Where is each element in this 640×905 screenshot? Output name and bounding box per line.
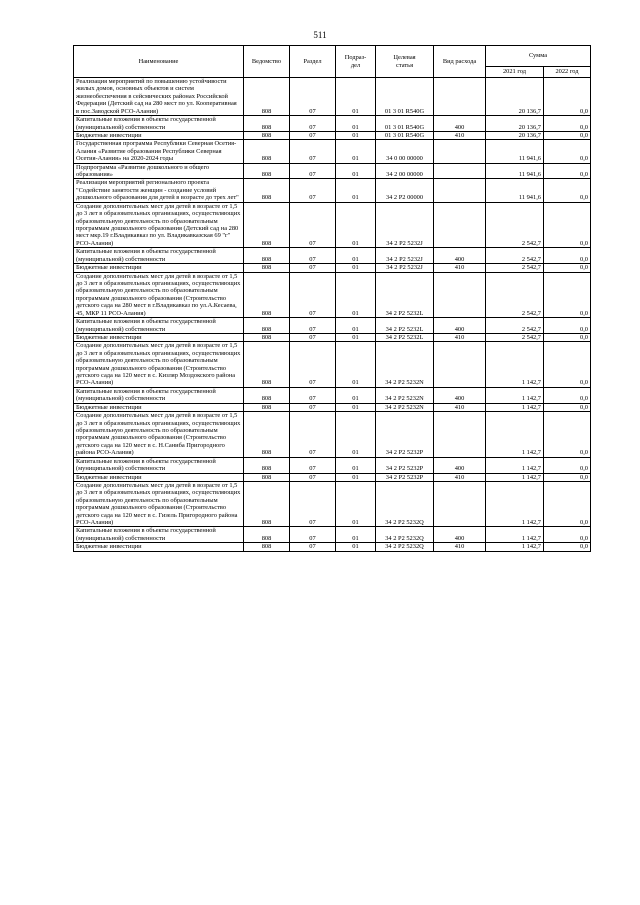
row-sum-2021: 1 142,7 — [486, 543, 544, 551]
row-subsection: 01 — [336, 131, 376, 139]
row-subsection: 01 — [336, 527, 376, 543]
row-target: 34 2 P2 5232L — [376, 333, 434, 341]
row-name: Государственная программа Республики Северная Осетия-Алания «Развитие образования Республики Северная Осетия-Алания» на 2020-2024 годы — [74, 140, 244, 163]
row-section: 07 — [290, 333, 336, 341]
row-sum-2021: 1 142,7 — [486, 481, 544, 527]
table-row — [74, 248, 591, 264]
row-section: 07 — [290, 527, 336, 543]
row-name: Создание дополнительных мест для детей в возрасте от 1,5 до 3 лет в образовательных организациях, осуществляющих образовательную деятельность по образовательным программам дошкольного образования (Детский сад на 280 мест мкр.19 г.Владикавказ по ул. Владикавказская 69 "г" РСО-Алания) — [74, 202, 244, 248]
row-dept: 808 — [244, 543, 290, 551]
row-name: Реализация мероприятий по повышению устойчивости жилых домов, основных объектов и систем жизнеобеспечения в сейсмических районах Российской Федерации (Детский сад на 280 мест по ул. Кооперативная в пос.Заводской РСО-Алания) — [74, 78, 244, 116]
header-expense: Вид расхода — [434, 46, 486, 78]
table-row — [74, 163, 591, 179]
row-sum-2021: 20 136,7 — [486, 78, 544, 116]
row-sum-2022: 0,0 — [544, 131, 591, 139]
row-target: 34 0 00 00000 — [376, 140, 434, 163]
row-sum-2022: 0,0 — [544, 179, 591, 202]
row-expense: 410 — [434, 403, 486, 411]
row-expense — [434, 163, 486, 179]
row-name: Капитальные вложения в объекты государственной (муниципальной) собственности — [74, 387, 244, 403]
row-section: 07 — [290, 272, 336, 318]
row-sum-2021: 2 542,7 — [486, 333, 544, 341]
row-sum-2021: 1 142,7 — [486, 527, 544, 543]
table-body — [74, 78, 591, 552]
row-sum-2021: 1 142,7 — [486, 403, 544, 411]
row-sum-2022: 0,0 — [544, 473, 591, 481]
row-section: 07 — [290, 202, 336, 248]
table-row — [74, 318, 591, 334]
row-sum-2021: 20 136,7 — [486, 131, 544, 139]
row-expense: 410 — [434, 543, 486, 551]
row-dept: 808 — [244, 457, 290, 473]
row-dept: 808 — [244, 318, 290, 334]
row-expense — [434, 342, 486, 388]
row-name: Создание дополнительных мест для детей в возрасте от 1,5 до 3 лет в образовательных организациях, осуществляющих образовательную деятельность по образовательным программам дошкольного образования (Строительство детского сада на 280 мест в г.Владикавказ по ул.А.Кесаева, 45, МКР 11 РСО-Алания) — [74, 272, 244, 318]
header-2021: 2021 год — [486, 67, 544, 78]
row-subsection: 01 — [336, 543, 376, 551]
row-dept: 808 — [244, 78, 290, 116]
budget-table — [73, 45, 591, 552]
row-sum-2021: 1 142,7 — [486, 473, 544, 481]
row-section: 07 — [290, 116, 336, 132]
row-name: Создание дополнительных мест для детей в возрасте от 1,5 до 3 лет в образовательных организациях, осуществляющих образовательную деятельность по образовательным программам дошкольного образования (Строительство детского сада на 120 мест в с. Кизляр Моздокского района РСО-Алания) — [74, 342, 244, 388]
row-name: Бюджетные инвестиции — [74, 131, 244, 139]
header-dept: Ведомство — [244, 46, 290, 78]
row-dept: 808 — [244, 272, 290, 318]
row-expense — [434, 272, 486, 318]
row-section: 07 — [290, 342, 336, 388]
row-target: 34 2 00 00000 — [376, 163, 434, 179]
table-row — [74, 457, 591, 473]
row-sum-2021: 2 542,7 — [486, 248, 544, 264]
row-subsection: 01 — [336, 457, 376, 473]
row-expense: 410 — [434, 264, 486, 272]
row-subsection: 01 — [336, 264, 376, 272]
header-section: Раздел — [290, 46, 336, 78]
row-section: 07 — [290, 179, 336, 202]
row-dept: 808 — [244, 387, 290, 403]
row-subsection: 01 — [336, 318, 376, 334]
row-target: 34 2 P2 5232J — [376, 202, 434, 248]
row-sum-2022: 0,0 — [544, 403, 591, 411]
row-subsection: 01 — [336, 179, 376, 202]
row-sum-2022: 0,0 — [544, 412, 591, 458]
table-row — [74, 481, 591, 527]
table-row — [74, 131, 591, 139]
row-dept: 808 — [244, 248, 290, 264]
header-name: Наименование — [74, 46, 244, 78]
row-sum-2021: 11 941,6 — [486, 163, 544, 179]
row-section: 07 — [290, 387, 336, 403]
row-sum-2022: 0,0 — [544, 481, 591, 527]
row-target: 34 2 P2 5232Q — [376, 543, 434, 551]
header-2022: 2022 год — [544, 67, 591, 78]
row-sum-2021: 1 142,7 — [486, 457, 544, 473]
row-target: 34 2 P2 5232L — [376, 272, 434, 318]
row-expense: 400 — [434, 248, 486, 264]
row-subsection: 01 — [336, 387, 376, 403]
row-target: 34 2 P2 5232P — [376, 473, 434, 481]
row-name: Создание дополнительных мест для детей в возрасте от 1,5 до 3 лет в образовательных организациях, осуществляющих образовательную деятельность по образовательным программам дошкольного образования (Строительство детского сада на 120 мест в с. Гизель Пригородного района РСО-Алания) — [74, 481, 244, 527]
row-sum-2021: 1 142,7 — [486, 387, 544, 403]
row-name: Подпрограмма «Развитие дошкольного и общего образования» — [74, 163, 244, 179]
table-row — [74, 333, 591, 341]
row-sum-2022: 0,0 — [544, 457, 591, 473]
row-sum-2022: 0,0 — [544, 116, 591, 132]
row-subsection: 01 — [336, 248, 376, 264]
row-dept: 808 — [244, 527, 290, 543]
row-sum-2021: 2 542,7 — [486, 272, 544, 318]
row-dept: 808 — [244, 131, 290, 139]
row-subsection: 01 — [336, 333, 376, 341]
table-row — [74, 543, 591, 551]
row-sum-2022: 0,0 — [544, 387, 591, 403]
row-name: Капитальные вложения в объекты государственной (муниципальной) собственности — [74, 457, 244, 473]
row-name: Бюджетные инвестиции — [74, 333, 244, 341]
row-dept: 808 — [244, 481, 290, 527]
row-name: Капитальные вложения в объекты государственной (муниципальной) собственности — [74, 527, 244, 543]
row-subsection: 01 — [336, 140, 376, 163]
row-sum-2022: 0,0 — [544, 163, 591, 179]
row-dept: 808 — [244, 179, 290, 202]
row-sum-2022: 0,0 — [544, 272, 591, 318]
row-name: Капитальные вложения в объекты государственной (муниципальной) собственности — [74, 116, 244, 132]
table-row — [74, 272, 591, 318]
row-sum-2022: 0,0 — [544, 543, 591, 551]
row-target: 01 3 01 R540G — [376, 131, 434, 139]
header-subsection: Подраз- дел — [336, 46, 376, 78]
page-number: 511 — [313, 30, 327, 40]
row-target: 34 2 P2 5232L — [376, 318, 434, 334]
row-name: Капитальные вложения в объекты государственной (муниципальной) собственности — [74, 248, 244, 264]
table-row — [74, 179, 591, 202]
table-row — [74, 78, 591, 116]
row-subsection: 01 — [336, 473, 376, 481]
row-dept: 808 — [244, 412, 290, 458]
row-sum-2022: 0,0 — [544, 140, 591, 163]
table-row — [74, 140, 591, 163]
row-name: Создание дополнительных мест для детей в возрасте от 1,5 до 3 лет в образовательных организациях, осуществляющих образовательную деятельность по образовательным программам дошкольного образования (Строительство детского сада на 120 мест в с. Н.Саниба Пригородного района РСО-Алания) — [74, 412, 244, 458]
row-expense: 410 — [434, 333, 486, 341]
row-sum-2022: 0,0 — [544, 318, 591, 334]
row-dept: 808 — [244, 140, 290, 163]
row-expense — [434, 140, 486, 163]
row-sum-2022: 0,0 — [544, 248, 591, 264]
row-subsection: 01 — [336, 481, 376, 527]
row-section: 07 — [290, 140, 336, 163]
row-name: Бюджетные инвестиции — [74, 264, 244, 272]
row-section: 07 — [290, 543, 336, 551]
row-sum-2022: 0,0 — [544, 78, 591, 116]
row-target: 01 3 01 R540G — [376, 116, 434, 132]
header-sum: Сумма — [486, 46, 591, 67]
table-row — [74, 342, 591, 388]
row-target: 34 2 P2 5232N — [376, 403, 434, 411]
row-dept: 808 — [244, 403, 290, 411]
row-dept: 808 — [244, 202, 290, 248]
row-dept: 808 — [244, 342, 290, 388]
row-sum-2021: 11 941,6 — [486, 179, 544, 202]
row-target: 34 2 P2 5232P — [376, 457, 434, 473]
row-section: 07 — [290, 248, 336, 264]
row-expense: 400 — [434, 527, 486, 543]
row-expense: 400 — [434, 387, 486, 403]
row-target: 34 2 P2 5232Q — [376, 481, 434, 527]
row-section: 07 — [290, 481, 336, 527]
row-expense: 400 — [434, 457, 486, 473]
row-subsection: 01 — [336, 116, 376, 132]
row-sum-2021: 20 136,7 — [486, 116, 544, 132]
row-subsection: 01 — [336, 342, 376, 388]
row-target: 34 2 P2 5232N — [376, 342, 434, 388]
row-section: 07 — [290, 473, 336, 481]
row-dept: 808 — [244, 473, 290, 481]
header-target: Целевая статья — [376, 46, 434, 78]
row-sum-2022: 0,0 — [544, 333, 591, 341]
row-section: 07 — [290, 412, 336, 458]
row-expense: 400 — [434, 116, 486, 132]
row-sum-2021: 11 941,6 — [486, 140, 544, 163]
row-expense — [434, 481, 486, 527]
table-row — [74, 202, 591, 248]
row-dept: 808 — [244, 163, 290, 179]
row-sum-2021: 2 542,7 — [486, 264, 544, 272]
row-section: 07 — [290, 403, 336, 411]
row-target: 34 2 P2 5232Q — [376, 527, 434, 543]
row-section: 07 — [290, 78, 336, 116]
row-name: Бюджетные инвестиции — [74, 543, 244, 551]
table-row — [74, 527, 591, 543]
row-sum-2022: 0,0 — [544, 264, 591, 272]
row-sum-2022: 0,0 — [544, 202, 591, 248]
table-row — [74, 403, 591, 411]
row-sum-2022: 0,0 — [544, 527, 591, 543]
row-dept: 808 — [244, 264, 290, 272]
row-subsection: 01 — [336, 272, 376, 318]
row-name: Реализация мероприятий регионального проекта "Содействие занятости женщин - создание условий дошкольного образования для детей в возрасте до трех лет" — [74, 179, 244, 202]
row-target: 01 3 01 R540G — [376, 78, 434, 116]
row-section: 07 — [290, 457, 336, 473]
row-subsection: 01 — [336, 412, 376, 458]
row-target: 34 2 P2 5232N — [376, 387, 434, 403]
row-sum-2021: 1 142,7 — [486, 342, 544, 388]
row-name: Бюджетные инвестиции — [74, 403, 244, 411]
row-subsection: 01 — [336, 78, 376, 116]
row-name: Капитальные вложения в объекты государственной (муниципальной) собственности — [74, 318, 244, 334]
row-expense: 400 — [434, 318, 486, 334]
row-target: 34 2 P2 5232J — [376, 248, 434, 264]
row-section: 07 — [290, 131, 336, 139]
table-row — [74, 473, 591, 481]
row-expense: 410 — [434, 131, 486, 139]
row-section: 07 — [290, 318, 336, 334]
row-sum-2022: 0,0 — [544, 342, 591, 388]
row-section: 07 — [290, 163, 336, 179]
row-expense — [434, 202, 486, 248]
row-dept: 808 — [244, 333, 290, 341]
row-name: Бюджетные инвестиции — [74, 473, 244, 481]
row-section: 07 — [290, 264, 336, 272]
row-subsection: 01 — [336, 403, 376, 411]
row-target: 34 2 P2 5232J — [376, 264, 434, 272]
row-expense — [434, 412, 486, 458]
row-sum-2021: 2 542,7 — [486, 202, 544, 248]
table-row — [74, 264, 591, 272]
row-target: 34 2 P2 5232P — [376, 412, 434, 458]
row-expense: 410 — [434, 473, 486, 481]
row-sum-2021: 2 542,7 — [486, 318, 544, 334]
table-row — [74, 387, 591, 403]
table-row — [74, 412, 591, 458]
row-dept: 808 — [244, 116, 290, 132]
row-target: 34 2 P2 00000 — [376, 179, 434, 202]
row-expense — [434, 78, 486, 116]
row-subsection: 01 — [336, 202, 376, 248]
row-expense — [434, 179, 486, 202]
row-subsection: 01 — [336, 163, 376, 179]
table-row — [74, 116, 591, 132]
row-sum-2021: 1 142,7 — [486, 412, 544, 458]
